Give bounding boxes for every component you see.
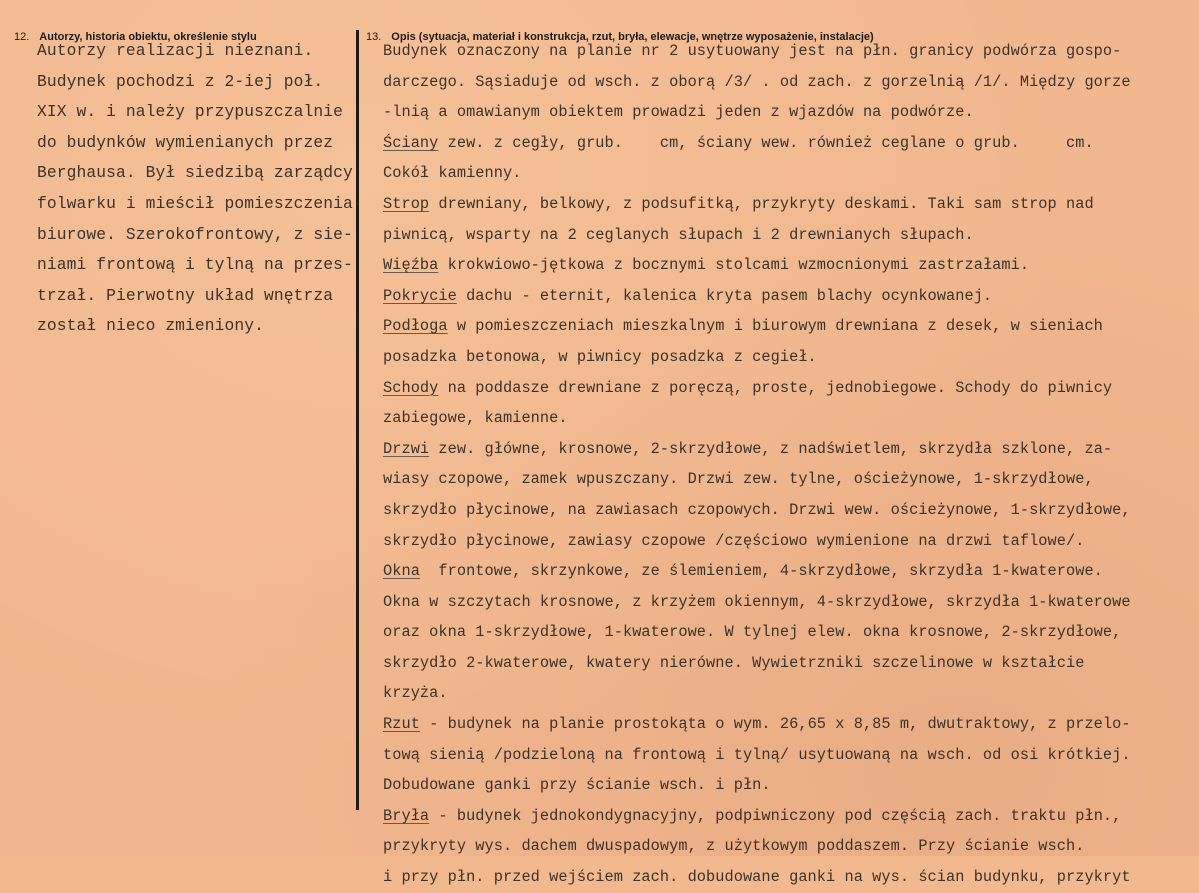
- description-heading-word: Schody: [383, 378, 439, 397]
- description-line-text: Cokół kamienny.: [383, 164, 522, 183]
- description-text-line: [383, 740, 1199, 771]
- history-text-line: folwarku i mieścił pomieszczenia: [37, 193, 353, 213]
- description-line-text: zew. z cegły, grub. cm, ściany wew. również ceglane o grub. cm.: [438, 133, 1094, 152]
- description-line-text: tową sienią /podzieloną na frontową i tylną/ usytuowaną na wsch. od osi krótkiej.: [383, 745, 1131, 764]
- description-text-line: [383, 403, 1199, 434]
- description-line-text: Budynek oznaczony na planie nr 2 usytuowany jest na płn. granicy podwórza gospo-: [383, 42, 1122, 60]
- description-line-text: -lnią a omawianym obiektem prowadzi jeden z wjazdów na podwórze.: [383, 103, 974, 122]
- description-text-line: [383, 158, 1199, 189]
- description-text-line: [383, 311, 1199, 342]
- description-text-line: [383, 709, 1199, 740]
- description-text-line: [383, 342, 1199, 373]
- description-line-text: piwnicą, wsparty na 2 ceglanych słupach i 2 drewnianych słupach.: [383, 225, 974, 244]
- description-line-text: drewniany, belkowy, z podsufitką, przykryty deskami. Taki sam strop nad: [429, 194, 1094, 213]
- description-heading-word: Strop: [383, 194, 430, 213]
- description-heading-word: Drzwi: [383, 439, 430, 458]
- description-text-line: [383, 220, 1199, 251]
- history-text-line: Budynek pochodzi z 2-iej poł.: [37, 71, 324, 91]
- description-text-line: [383, 831, 1199, 862]
- description-text-line: [383, 464, 1199, 495]
- description-line-text: frontowe, skrzynkowe, ze ślemieniem, 4-skrzydłowe, skrzydła 1-kwaterowe.: [419, 562, 1103, 581]
- description-text-line: [383, 801, 1199, 832]
- description-text-line: [383, 648, 1199, 679]
- description-line-text: i przy płn. przed wejściem zach. dobudowane ganki na wys. ścian budynku, przykryt: [383, 868, 1131, 887]
- description-line-text: skrzydło płycinowe, na zawiasach czopowych. Drzwi wew. ościeżynowe, 1-skrzydłowe,: [383, 500, 1131, 519]
- history-text-line: do budynków wymienianych przez: [37, 132, 334, 152]
- history-text-line: biurowe. Szerokofrontowy, z sie-: [37, 224, 353, 244]
- history-text-line: Berghausa. Był siedzibą zarządcy: [37, 163, 353, 183]
- description-line-text: krzyża.: [383, 684, 448, 703]
- description-text-line: [383, 434, 1199, 465]
- description-line-text: zew. główne, krosnowe, 2-skrzydłowe, z nadświetlem, skrzydła szklone, za-: [429, 439, 1113, 458]
- description-text-line: [383, 495, 1199, 526]
- description-heading-word: Rzut: [383, 715, 420, 734]
- section-12-title: Autorzy, historia obiektu, określenie stylu: [39, 31, 257, 43]
- description-text-line: [383, 526, 1199, 557]
- description-text-line: [383, 373, 1199, 404]
- description-line-text: - budynek jednokondygnacyjny, podpiwniczony pod częścią zach. traktu płn.,: [429, 806, 1122, 825]
- description-text-line: [383, 556, 1199, 587]
- description-heading-word: Podłoga: [383, 317, 448, 336]
- section-13-number: 13.: [366, 31, 382, 43]
- description-line-text: oraz okna 1-skrzydłowe, 1-kwaterowe. W tylnej elew. okna krosnowe, 2-skrzydłowe,: [383, 623, 1122, 642]
- description-heading-word: Ściany: [383, 133, 439, 152]
- description-text-line: [383, 862, 1199, 893]
- description-line-text: skrzydło płycinowe, zawiasy czopowe /częściowo wymienione na drzwi taflowe/.: [383, 531, 1085, 550]
- description-line-text: Dobudowane ganki przy ścianie wsch. i płn.: [383, 776, 771, 795]
- history-text-line: trzał. Pierwotny układ wnętrza: [37, 285, 334, 305]
- description-line-text: - budynek na planie prostokąta o wym. 26,65 x 8,85 m, dwutraktowy, z przelo-: [419, 715, 1131, 734]
- description-heading-word: Okna: [383, 562, 420, 581]
- description-text-line: [383, 617, 1199, 648]
- description-text-line: [383, 97, 1199, 128]
- description-line-text: zabiegowe, kamienne.: [383, 409, 568, 428]
- description-line-text: wiasy czopowe, zamek wpuszczany. Drzwi zew. tylne, ościeżynowe, 1-skrzydłowe,: [383, 470, 1094, 489]
- description-text-line: [383, 250, 1199, 281]
- description-heading-word: Więźba: [383, 256, 439, 275]
- description-text-line: [383, 36, 1199, 67]
- description-line-text: dachu - eternit, kalenica kryta pasem blachy ocynkowanej.: [456, 286, 993, 305]
- description-column: [383, 36, 1199, 893]
- description-heading-word: Bryła: [383, 806, 430, 825]
- history-text-line: Autorzy realizacji nieznani.: [37, 41, 314, 60]
- description-text-line: [383, 67, 1199, 98]
- section-13-title: Opis (sytuacja, materiał i konstrukcja, rzut, bryła, elewacje, wnętrze wyposażenie, instalacje): [391, 31, 874, 43]
- history-column: [37, 36, 355, 342]
- description-text-line: [383, 128, 1199, 159]
- section-12-number: 12.: [14, 31, 30, 43]
- description-line-text: Okna w szczytach krosnowe, z krzyżem okiennym, 4-skrzydłowe, skrzydła 1-kwaterowe: [383, 592, 1131, 611]
- description-text-line: [383, 587, 1199, 618]
- description-line-text: krokwiowo-jętkowa z bocznymi stolcami wzmocnionymi zastrzałami.: [438, 256, 1030, 275]
- description-line-text: na poddasze drewniane z poręczą, proste, jednobiegowe. Schody do piwnicy: [438, 378, 1113, 397]
- description-text-line: [383, 189, 1199, 220]
- description-heading-word: Pokrycie: [383, 286, 457, 305]
- description-line-text: przykryty wys. dachem dwuspadowym, z użytkowym poddaszem. Przy ścianie wsch.: [383, 837, 1085, 856]
- description-text-line: [383, 281, 1199, 312]
- description-text-line: [383, 678, 1199, 709]
- column-divider: [356, 30, 359, 810]
- history-text-line: niami frontową i tylną na przes-: [37, 255, 353, 275]
- history-text-line: XIX w. i należy przypuszczalnie: [37, 102, 343, 122]
- description-text-line: [383, 770, 1199, 801]
- description-line-text: posadzka betonowa, w piwnicy posadzka z cegieł.: [383, 347, 817, 366]
- description-line-text: w pomieszczeniach mieszkalnym i biurowym drewniana z desek, w sieniach: [447, 317, 1103, 336]
- description-line-text: darczego. Sąsiaduje od wsch. z oborą /3/ . od zach. z gorzelnią /1/. Między gorze: [383, 72, 1131, 91]
- description-line-text: skrzydło 2-kwaterowe, kwatery nierówne. Wywietrzniki szczelinowe w kształcie: [383, 653, 1085, 672]
- history-text-line: został nieco zmieniony.: [37, 316, 265, 336]
